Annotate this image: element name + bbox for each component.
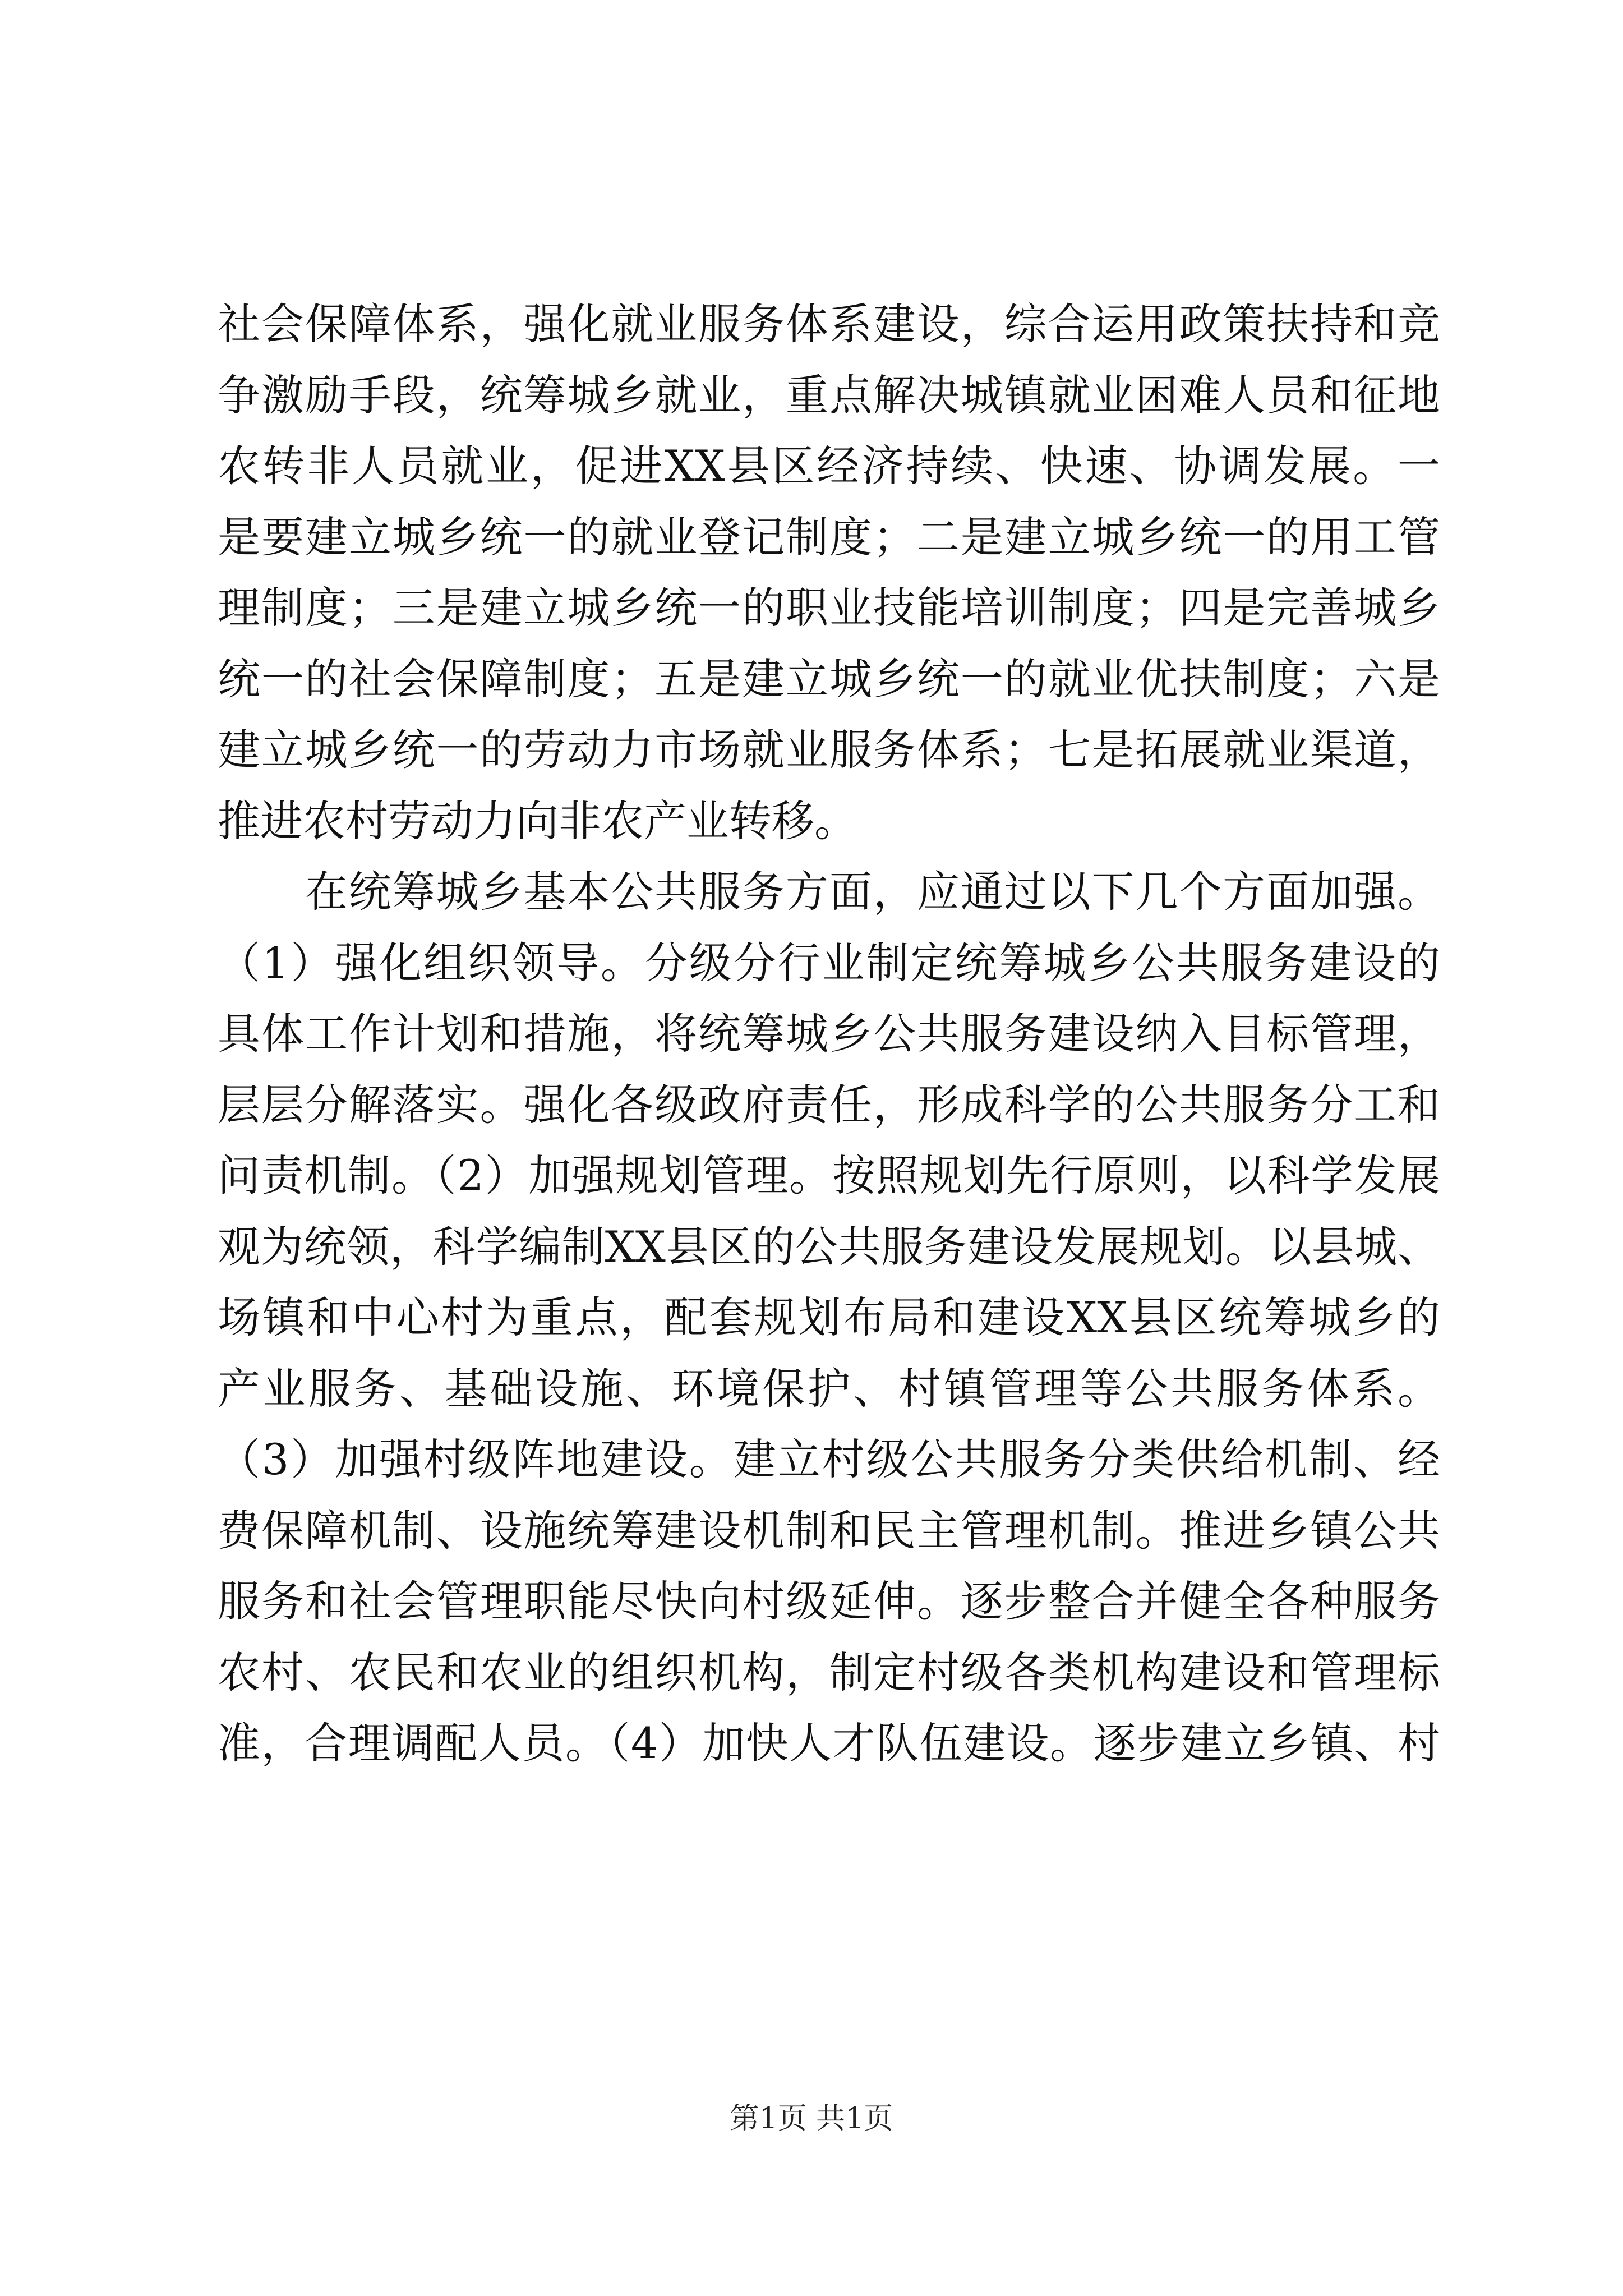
text-line: 场镇和中心村为重点，配套规划布局和建设XX县区统筹城乡的 — [218, 1292, 1440, 1342]
page-footer — [0, 2099, 1623, 2138]
text-line: 建立城乡统一的劳动力市场就业服务体系；七是拓展就业渠道， — [218, 725, 1440, 775]
text-line: 争激励手段，统筹城乡就业，重点解决城镇就业困难人员和征地 — [218, 370, 1440, 420]
text-line: 准，合理调配人员。（4）加快人才队伍建设。逐步建立乡镇、村 — [218, 1718, 1440, 1768]
text-line: （3）加强村级阵地建设。建立村级公共服务分类供给机制、经 — [218, 1434, 1440, 1484]
text-line: 具体工作计划和措施，将统筹城乡公共服务建设纳入目标管理， — [218, 1009, 1440, 1059]
paragraph-end-line: 推进农村劳动力向非农产业转移。 — [218, 795, 857, 846]
text-line: 费保障机制、设施统筹建设机制和民主管理机制。推进乡镇公共 — [218, 1505, 1440, 1556]
body-text — [218, 289, 1440, 1779]
text-line: 农转非人员就业，促进XX县区经济持续、快速、协调发展。一 — [218, 441, 1440, 491]
text-line: 产业服务、基础设施、环境保护、村镇管理等公共服务体系。 — [218, 1363, 1440, 1414]
text-line: 社会保障体系，强化就业服务体系建设，综合运用政策扶持和竞 — [218, 299, 1440, 349]
text-line: 农村、农民和农业的组织机构，制定村级各类机构建设和管理标 — [218, 1647, 1440, 1697]
text-line: 问责机制。（2）加强规划管理。按照规划先行原则，以科学发展 — [218, 1151, 1440, 1200]
text-line: 层层分解落实。强化各级政府责任，形成科学的公共服务分工和 — [218, 1079, 1440, 1130]
text-line: 观为统领，科学编制XX县区的公共服务建设发展规划。以县城、 — [218, 1221, 1440, 1272]
text-line: 是要建立城乡统一的就业登记制度；二是建立城乡统一的用工管 — [218, 512, 1440, 562]
text-line: 服务和社会管理职能尽快向村级延伸。逐步整合并健全各种服务 — [218, 1576, 1440, 1626]
text-line: 理制度；三是建立城乡统一的职业技能培训制度；四是完善城乡 — [218, 583, 1440, 633]
text-line: （1）强化组织领导。分级分行业制定统筹城乡公共服务建设的 — [218, 937, 1440, 988]
paragraph-start-line: 在统筹城乡基本公共服务方面，应通过以下几个方面加强。 — [218, 867, 1440, 917]
page-number-label: 第1页 共1页 — [730, 2102, 893, 2136]
text-line: 统一的社会保障制度；五是建立城乡统一的就业优扶制度；六是 — [218, 654, 1440, 704]
